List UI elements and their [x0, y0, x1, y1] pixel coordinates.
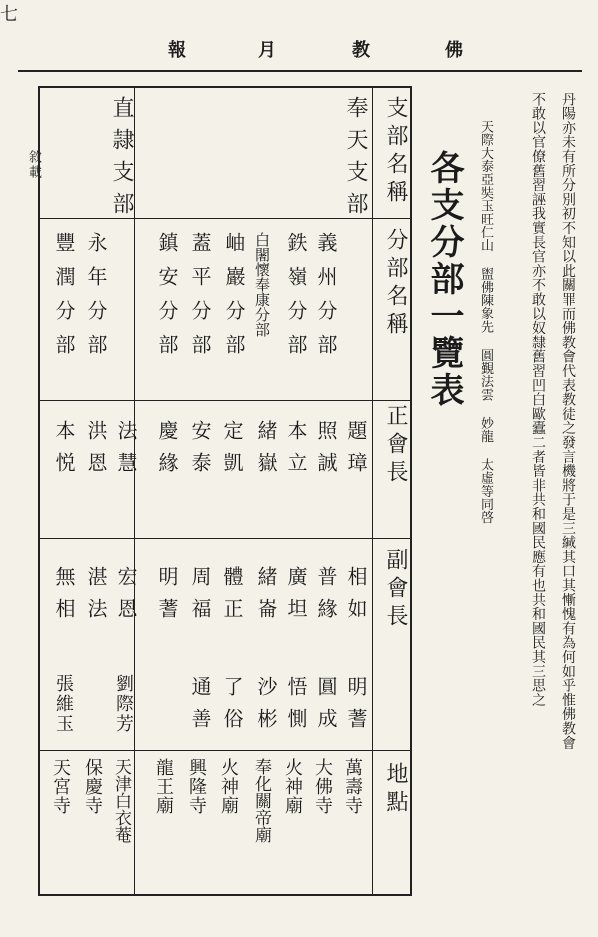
branch-fengtian: 奉天支部	[343, 96, 368, 224]
vice-2: 普緣	[314, 566, 338, 630]
vice2-6: 通善	[188, 676, 212, 740]
zhili-vice-3: 無相	[52, 566, 76, 630]
running-head-char-2: 教	[352, 40, 371, 61]
director-7: 慶緣	[155, 420, 179, 484]
place-6: 興隆寺	[186, 758, 207, 815]
intro-note: 天際大泰亞奘玉旺仁山 盥佛陳象先 圓覲法雲 妙龍 太虛等同啓	[478, 120, 493, 524]
zhili-director-2: 洪恩	[84, 420, 108, 484]
body-text-column-1: 丹陽亦未有所分別初不知以此關罪而佛教會代表教徒之發言機將于是三緘其口其慚愧有為何如乎惟佛教會	[560, 92, 576, 750]
director-5: 定凱	[220, 420, 244, 484]
row-rule-3	[40, 538, 410, 539]
zhili-vice-2: 湛法	[84, 566, 108, 630]
zhili-vice2-1: 劉際芳	[113, 674, 134, 734]
running-head-char-4: 報	[168, 40, 187, 61]
zhili-director-1: 法慧	[114, 420, 138, 484]
director-1: 題璋	[344, 420, 368, 484]
vice2-2: 圓成	[314, 676, 338, 740]
director-3: 本立	[284, 420, 308, 484]
director-2: 照誠	[314, 420, 338, 484]
sub-baisheng: 白闍懷奉康分部	[253, 232, 271, 337]
row-rule-4	[40, 750, 410, 751]
body-text-column-2: 不敢以官僚舊習誣我實長官亦不敢以奴隸舊習凹白歐蠹二者皆非共和國民應有也共和國民其三思之	[530, 92, 546, 707]
zhili-place-2: 保慶寺	[82, 758, 103, 815]
sub-yizhou: 義州分部	[314, 232, 338, 368]
header-vice-director: 副會長	[383, 548, 408, 632]
header-branch-name: 支部名稱	[383, 96, 408, 208]
branch-zhili: 直隷支部	[109, 96, 134, 224]
vice2-1: 明蓍	[344, 676, 368, 740]
vice-6: 周福	[188, 566, 212, 630]
vice-5: 體正	[220, 566, 244, 630]
header-subbranch-name: 分部名稱	[383, 228, 408, 340]
sub-fengrun: 豐潤分部	[52, 232, 76, 368]
header-place: 地點	[383, 762, 408, 818]
header-director: 正會長	[383, 404, 408, 488]
sub-yongnian: 永年分部	[84, 232, 108, 368]
page-number: 七	[0, 4, 18, 24]
side-label: 敘載	[26, 150, 41, 180]
vice-1: 相如	[344, 566, 368, 630]
vice-7: 明蓍	[155, 566, 179, 630]
zhili-place-1: 天津白衣菴	[111, 758, 131, 843]
zhili-director-3: 本悦	[52, 420, 76, 484]
sub-zhenan: 鎮安分部	[155, 232, 179, 368]
zhili-place-3: 天宮寺	[50, 758, 71, 815]
header-rule	[18, 70, 582, 72]
vice-4: 緒崙	[254, 566, 278, 630]
sub-xiuyan: 岫巖分部	[222, 232, 246, 368]
zhili-vice-1: 宏恩	[114, 566, 138, 630]
place-7: 龍王廟	[153, 758, 174, 815]
vice2-4: 沙彬	[254, 676, 278, 740]
place-1: 萬壽寺	[342, 758, 363, 815]
place-4: 奉化關帝廟	[251, 758, 271, 843]
director-6: 安泰	[188, 420, 212, 484]
running-head-char-3: 月	[258, 40, 277, 61]
place-5: 火神廟	[218, 758, 239, 815]
place-2: 大佛寺	[312, 758, 333, 815]
running-head-char-1: 佛	[445, 40, 464, 61]
vice-3: 廣坦	[284, 566, 308, 630]
place-3: 火神廟	[282, 758, 303, 815]
director-4: 緒嶽	[254, 420, 278, 484]
header-column-rule	[372, 88, 373, 894]
sub-tieling: 鉄嶺分部	[284, 232, 308, 368]
table-title: 各支分部一覽表	[424, 150, 464, 409]
sub-gaiping: 蓋平分部	[188, 232, 212, 368]
vice2-5: 了俗	[220, 676, 244, 740]
row-rule-2	[40, 400, 410, 401]
zhili-vice2-2: 張維玉	[53, 674, 74, 734]
vice2-3: 悟惻	[284, 676, 308, 740]
